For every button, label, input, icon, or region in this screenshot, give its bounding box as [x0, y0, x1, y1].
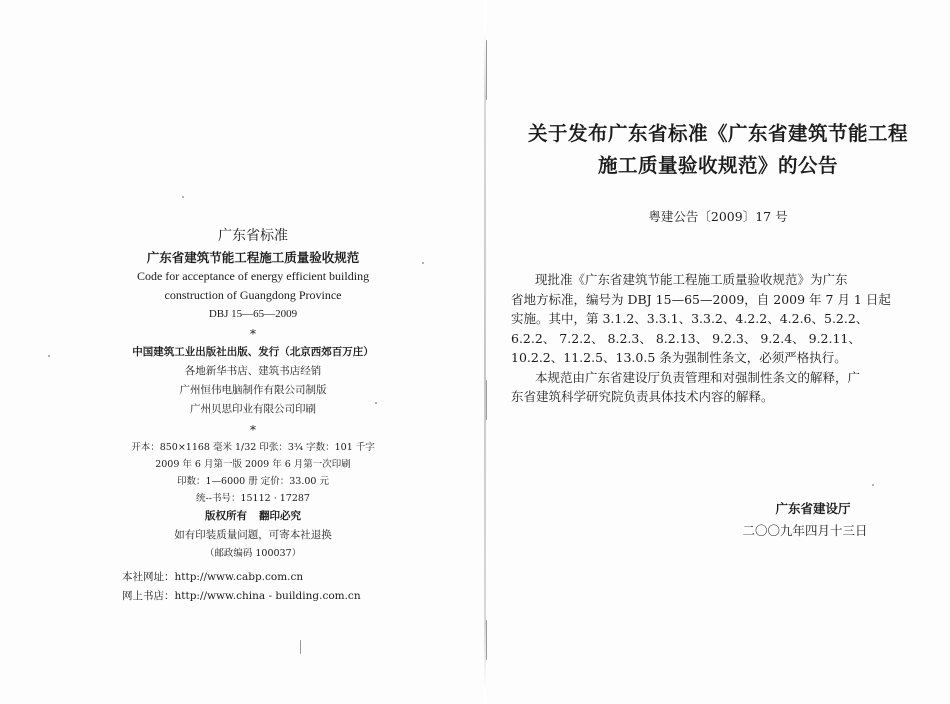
separator-star-2: *	[250, 423, 256, 437]
scan-speck	[486, 380, 487, 420]
announcement-title-line2: 施工质量验收规范》的公告	[597, 154, 838, 177]
edition-line: 2009 年 6 月第一版 2009 年 6 月第一次印刷	[155, 459, 351, 470]
body-line: 东省建筑科学研究院负责具体技术内容的解释。	[511, 389, 774, 404]
web-addresses	[122, 568, 361, 606]
issuing-authority: 广东省建设厅	[775, 501, 851, 516]
scan-speck	[300, 640, 301, 654]
scan-speck	[48, 355, 50, 357]
body-line: 实施。其中，第 3.1.2、3.3.1、3.3.2、4.2.2、4.2.6、5.2.2、	[511, 311, 869, 326]
typesetter-line: 广州恒伟电脑制作有限公司制版	[179, 384, 327, 396]
body-line: 本规范由广东省建设厅负责管理和对强制性条文的解释，广	[535, 369, 861, 385]
body-line: 现批准《广东省建筑节能工程施工质量验收规范》为广东	[535, 272, 848, 287]
standard-title-en-line2: construction of Guangdong Province	[164, 288, 342, 302]
online-store-url: 网上书店：http://www.china - building.com.cn	[122, 590, 361, 602]
standard-code: DBJ 15—65—2009	[208, 308, 298, 320]
issue-date: 二〇〇九年四月十三日	[742, 523, 868, 538]
format-specs: 开本：850×1168 毫米 1/32 印张：3¾ 字数：101 千字	[131, 442, 375, 453]
announcement-title-line1: 关于发布广东省标准《广东省建筑节能工程	[527, 122, 908, 145]
standard-title-cn: 广东省建筑节能工程施工质量验收规范	[146, 250, 360, 265]
reprint-prohibited: 翻印必究	[259, 510, 301, 522]
separator-star-1: *	[250, 327, 256, 341]
printer-line: 广州贝思印业有限公司印刷	[190, 403, 316, 415]
publisher-line: 中国建筑工业出版社出版、发行（北京西郊百万庄）	[132, 346, 374, 358]
scan-speck	[422, 262, 424, 264]
scan-speck	[182, 196, 184, 198]
rights-reserved: 版权所有	[205, 510, 247, 522]
announcement-title	[508, 118, 928, 182]
body-line: 省地方标准，编号为 DBJ 15—65—2009，自 2009 年 7 月 1 日起	[511, 291, 891, 307]
isbn-line: 统--书号：15112 · 17287	[196, 493, 310, 504]
rights-line	[112, 507, 394, 526]
body-line: 6.2.2、 7.2.2、 8.2.3、 8.2.13、 9.2.3、 9.2.4、 9.2.11、	[511, 330, 861, 346]
scan-speck	[486, 40, 487, 100]
imprint-block	[112, 226, 394, 562]
print-run-price: 印数：1—6000 册 定价：33.00 元	[177, 476, 329, 487]
scan-speck	[872, 484, 874, 486]
notice-number: 粤建公告〔2009〕17 号	[648, 209, 788, 224]
body-line: 10.2.2、11.2.5、13.0.5 条为强制性条文，必须严格执行。	[511, 350, 847, 365]
scan-speck	[486, 620, 487, 660]
standard-title-en-line1: Code for acceptance of energy efficient building	[136, 269, 370, 283]
series-name: 广东省标准	[218, 228, 288, 244]
postal-code: （邮政编码 100037）	[204, 548, 302, 559]
scan-speck	[375, 402, 377, 404]
publisher-website: 本社网址：http://www.cabp.com.cn	[122, 571, 304, 583]
announcement-body	[511, 270, 911, 407]
quality-notice: 如有印装质量问题，可寄本社退换	[174, 529, 332, 541]
distributor-line: 各地新华书店、建筑书店经销	[184, 365, 322, 377]
signature-block	[730, 498, 880, 542]
